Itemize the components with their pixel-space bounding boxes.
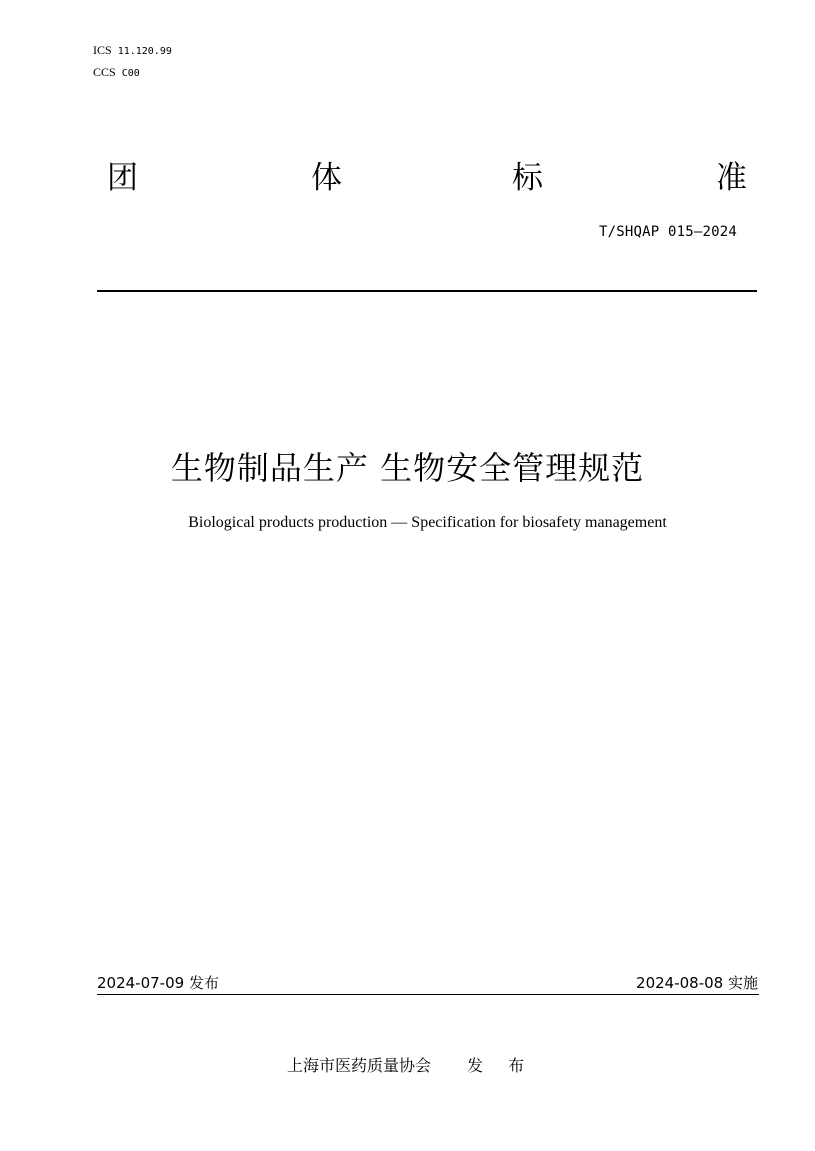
ccs-label: CCS <box>93 65 116 79</box>
standard-type-char-3: 标 <box>512 160 543 196</box>
header-divider <box>97 290 757 292</box>
implementation-date: 2024-08-08 实施 <box>636 974 758 992</box>
footer-divider <box>97 994 759 995</box>
classification-codes <box>93 40 172 84</box>
publisher-name: 上海市医药质量协会 <box>287 1056 432 1075</box>
document-title-english: Biological products production — Specification for biosafety management <box>188 514 667 531</box>
ccs-value: C00 <box>121 68 140 79</box>
ics-label: ICS <box>93 43 112 57</box>
publisher-action: 发 布 <box>467 1056 535 1075</box>
standard-type-char-1: 团 <box>107 160 138 196</box>
standard-type-char-2: 体 <box>311 160 342 196</box>
ics-line <box>93 40 172 62</box>
ccs-line <box>93 62 172 84</box>
standard-number: T/SHQAP 015—2024 <box>598 224 737 240</box>
publisher-line <box>287 1053 534 1076</box>
ics-value: 11.120.99 <box>117 46 172 57</box>
document-title-chinese: 生物制品生产 生物安全管理规范 <box>170 449 645 487</box>
standard-type-char-4: 准 <box>716 160 747 196</box>
issue-date: 2024-07-09 发布 <box>97 974 219 992</box>
